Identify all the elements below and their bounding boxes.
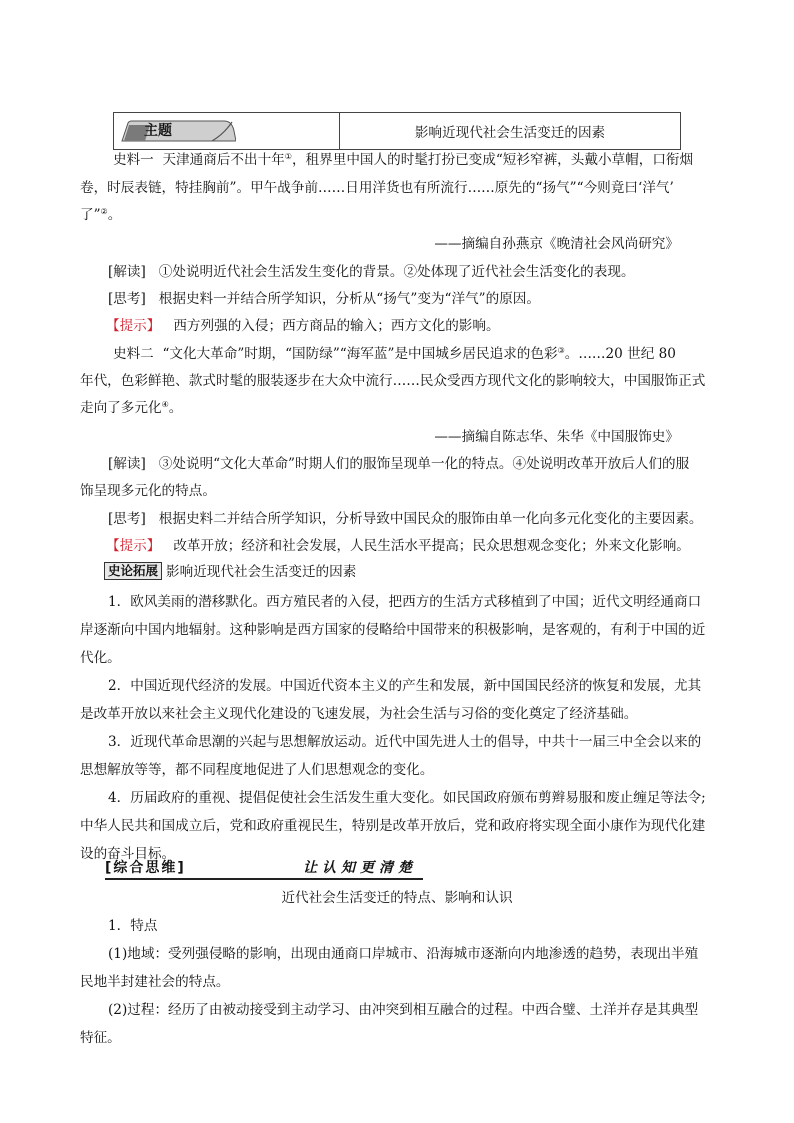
source1-text: 天津通商后不出十年 (162, 152, 285, 168)
synthesis-divider (105, 878, 423, 880)
source2-text: 。……20 世纪 80 (564, 346, 676, 362)
theme-tab-label: 主题 (144, 123, 172, 139)
synthesis-p1-line1: (1)地域：受列强侵略的影响，出现由通商口岸城市、沿海城市逐渐向内地渗透的趋势，表现出半殖 (108, 946, 699, 962)
extension-label: 史论拓展 (104, 562, 162, 580)
extension-item-1-line2: 岸逐渐向中国内地辐射。这种影响是西方国家的侵略给中国带来的积极影响，是客观的，有利于中国的近 (80, 622, 706, 638)
extension-item-3-line1: 3．近现代革命思潮的兴起与思想解放运动。近代中国先进人士的倡导，中共十一届三中全会以来的 (108, 734, 702, 750)
synthesis-p2-line2: 特征。 (80, 1030, 121, 1046)
extension-heading (104, 559, 356, 586)
hint-text: 改革开放；经济和社会发展，人民生活水平提高；民众思想观念变化；外来文化影响。 (173, 538, 690, 554)
note-marker: ② (100, 207, 108, 216)
source2-label: 史料二 (113, 346, 154, 362)
theme-title: 影响近现代社会生活变迁的因素 (414, 125, 606, 141)
source2-text: 。 (168, 400, 183, 416)
theme-label-cell (114, 113, 340, 149)
source2-text: “文化大革命”时期，“国防绿”“海军蓝”是中国城乡居民追求的色彩 (162, 346, 558, 362)
reading2-line2: 饰呈现多元化的特点。 (80, 483, 216, 499)
hint-tag: 【提示】 (106, 538, 161, 554)
source2-line1 (113, 341, 676, 368)
think-text: 根据史料一并结合所学知识，分析从“扬气”变为“洋气”的原因。 (158, 291, 540, 307)
reading-tag: [解读] (108, 264, 146, 280)
source1-line1 (113, 147, 693, 174)
extension-item-2-line1: 2．中国近现代经济的发展。中国近代资本主义的产生和发展，新中国国民经济的恢复和发展，尤其 (108, 678, 702, 694)
hint-text: 西方列强的入侵；西方商品的输入；西方文化的影响。 (173, 318, 500, 334)
think-text: 根据史料二并结合所学知识，分析导致中国民众的服饰由单一化向多元化变化的主要因素。 (158, 511, 703, 527)
source1-citation: ——摘编自孙燕京《晚清社会风尚研究》 (434, 236, 679, 252)
source2-text: 走向了多元化 (80, 400, 162, 416)
reading1 (108, 259, 635, 286)
think2 (108, 506, 703, 533)
source1-text: ，租界里中国人的时髦打扮已变成“短衫窄裤，头戴小草帽，口衔烟 (291, 152, 694, 168)
note-marker: ① (284, 152, 292, 161)
synthesis-header (105, 858, 423, 880)
think-tag: [思考] (108, 291, 146, 307)
think1 (108, 286, 540, 313)
source2-citation: ——摘编自陈志华、朱华《中国服饰史》 (434, 429, 679, 445)
source2-line3 (80, 395, 182, 422)
synthesis-section-1: 1．特点 (108, 918, 158, 934)
synthesis-label: [综合思维] (105, 860, 186, 876)
synthesis-slogan: 让认知更清楚 (303, 860, 417, 876)
note-marker: ③ (557, 346, 565, 355)
think-tag: [思考] (108, 511, 146, 527)
extension-item-4-line2: 中华人民共和国成立后，党和政府重视民生，特别是改革开放后，党和政府将实现全面小康作为现代化建 (80, 818, 706, 834)
hint-tag: 【提示】 (106, 318, 161, 334)
reading-text: ①处说明近代社会生活发生变化的背景。②处体现了近代社会生活变化的表现。 (158, 264, 635, 280)
extension-item-4-line1: 4．历届政府的重视、提倡促使社会生活发生重大变化。如民国政府颁布剪辫易服和废止缠足等法令; (108, 790, 706, 806)
source1-line2: 卷，时辰表链，特挂胸前”。甲午战争前……日用洋货也有所流行……原先的“扬气”“今则竟曰‘洋气’ (80, 180, 674, 196)
reading-tag: [解读] (108, 456, 146, 472)
reading2-line1 (108, 451, 689, 478)
extension-item-4-line3: 设的奋斗目标。 (80, 846, 176, 862)
extension-item-1-line3: 代化。 (80, 650, 121, 666)
theme-tab-graphic (120, 120, 236, 142)
hint1 (106, 313, 500, 340)
hint2 (106, 533, 690, 560)
extension-item-1-line1: 1．欧风美雨的潜移默化。西方殖民者的入侵，把西方的生活方式移植到了中国；近代文明经通商口 (108, 594, 702, 610)
source1-line3 (80, 202, 121, 229)
extension-title: 影响近现代社会生活变迁的因素 (166, 564, 357, 580)
note-marker: ④ (161, 400, 169, 409)
reading-text: ③处说明“文化大革命”时期人们的服饰呈现单一化的特点。④处说明改革开放后人们的服 (158, 456, 690, 472)
extension-item-3-line2: 思想解放等等，都不同程度地促进了人们思想观念的变化。 (80, 762, 434, 778)
source1-label: 史料一 (113, 152, 154, 168)
source1-text: 了” (80, 207, 101, 223)
extension-item-2-line2: 是改革开放以来社会主义现代化建设的飞速发展，为社会生活与习俗的变化奠定了经济基础。 (80, 706, 638, 722)
synthesis-title: 近代社会生活变迁的特点、影响和认识 (281, 890, 513, 906)
source2-line2: 年代，色彩鲜艳、款式时髦的服装逐步在大众中流行……民众受西方现代文化的影响较大，中国服饰正式 (80, 373, 706, 389)
source1-text: 。 (107, 207, 122, 223)
theme-table (113, 112, 681, 150)
synthesis-p1-line2: 民地半封建社会的特点。 (80, 974, 230, 990)
synthesis-p2-line1: (2)过程：经历了由被动接受到主动学习、由冲突到相互融合的过程。中西合璧、土洋并存是其典型 (108, 1002, 699, 1018)
